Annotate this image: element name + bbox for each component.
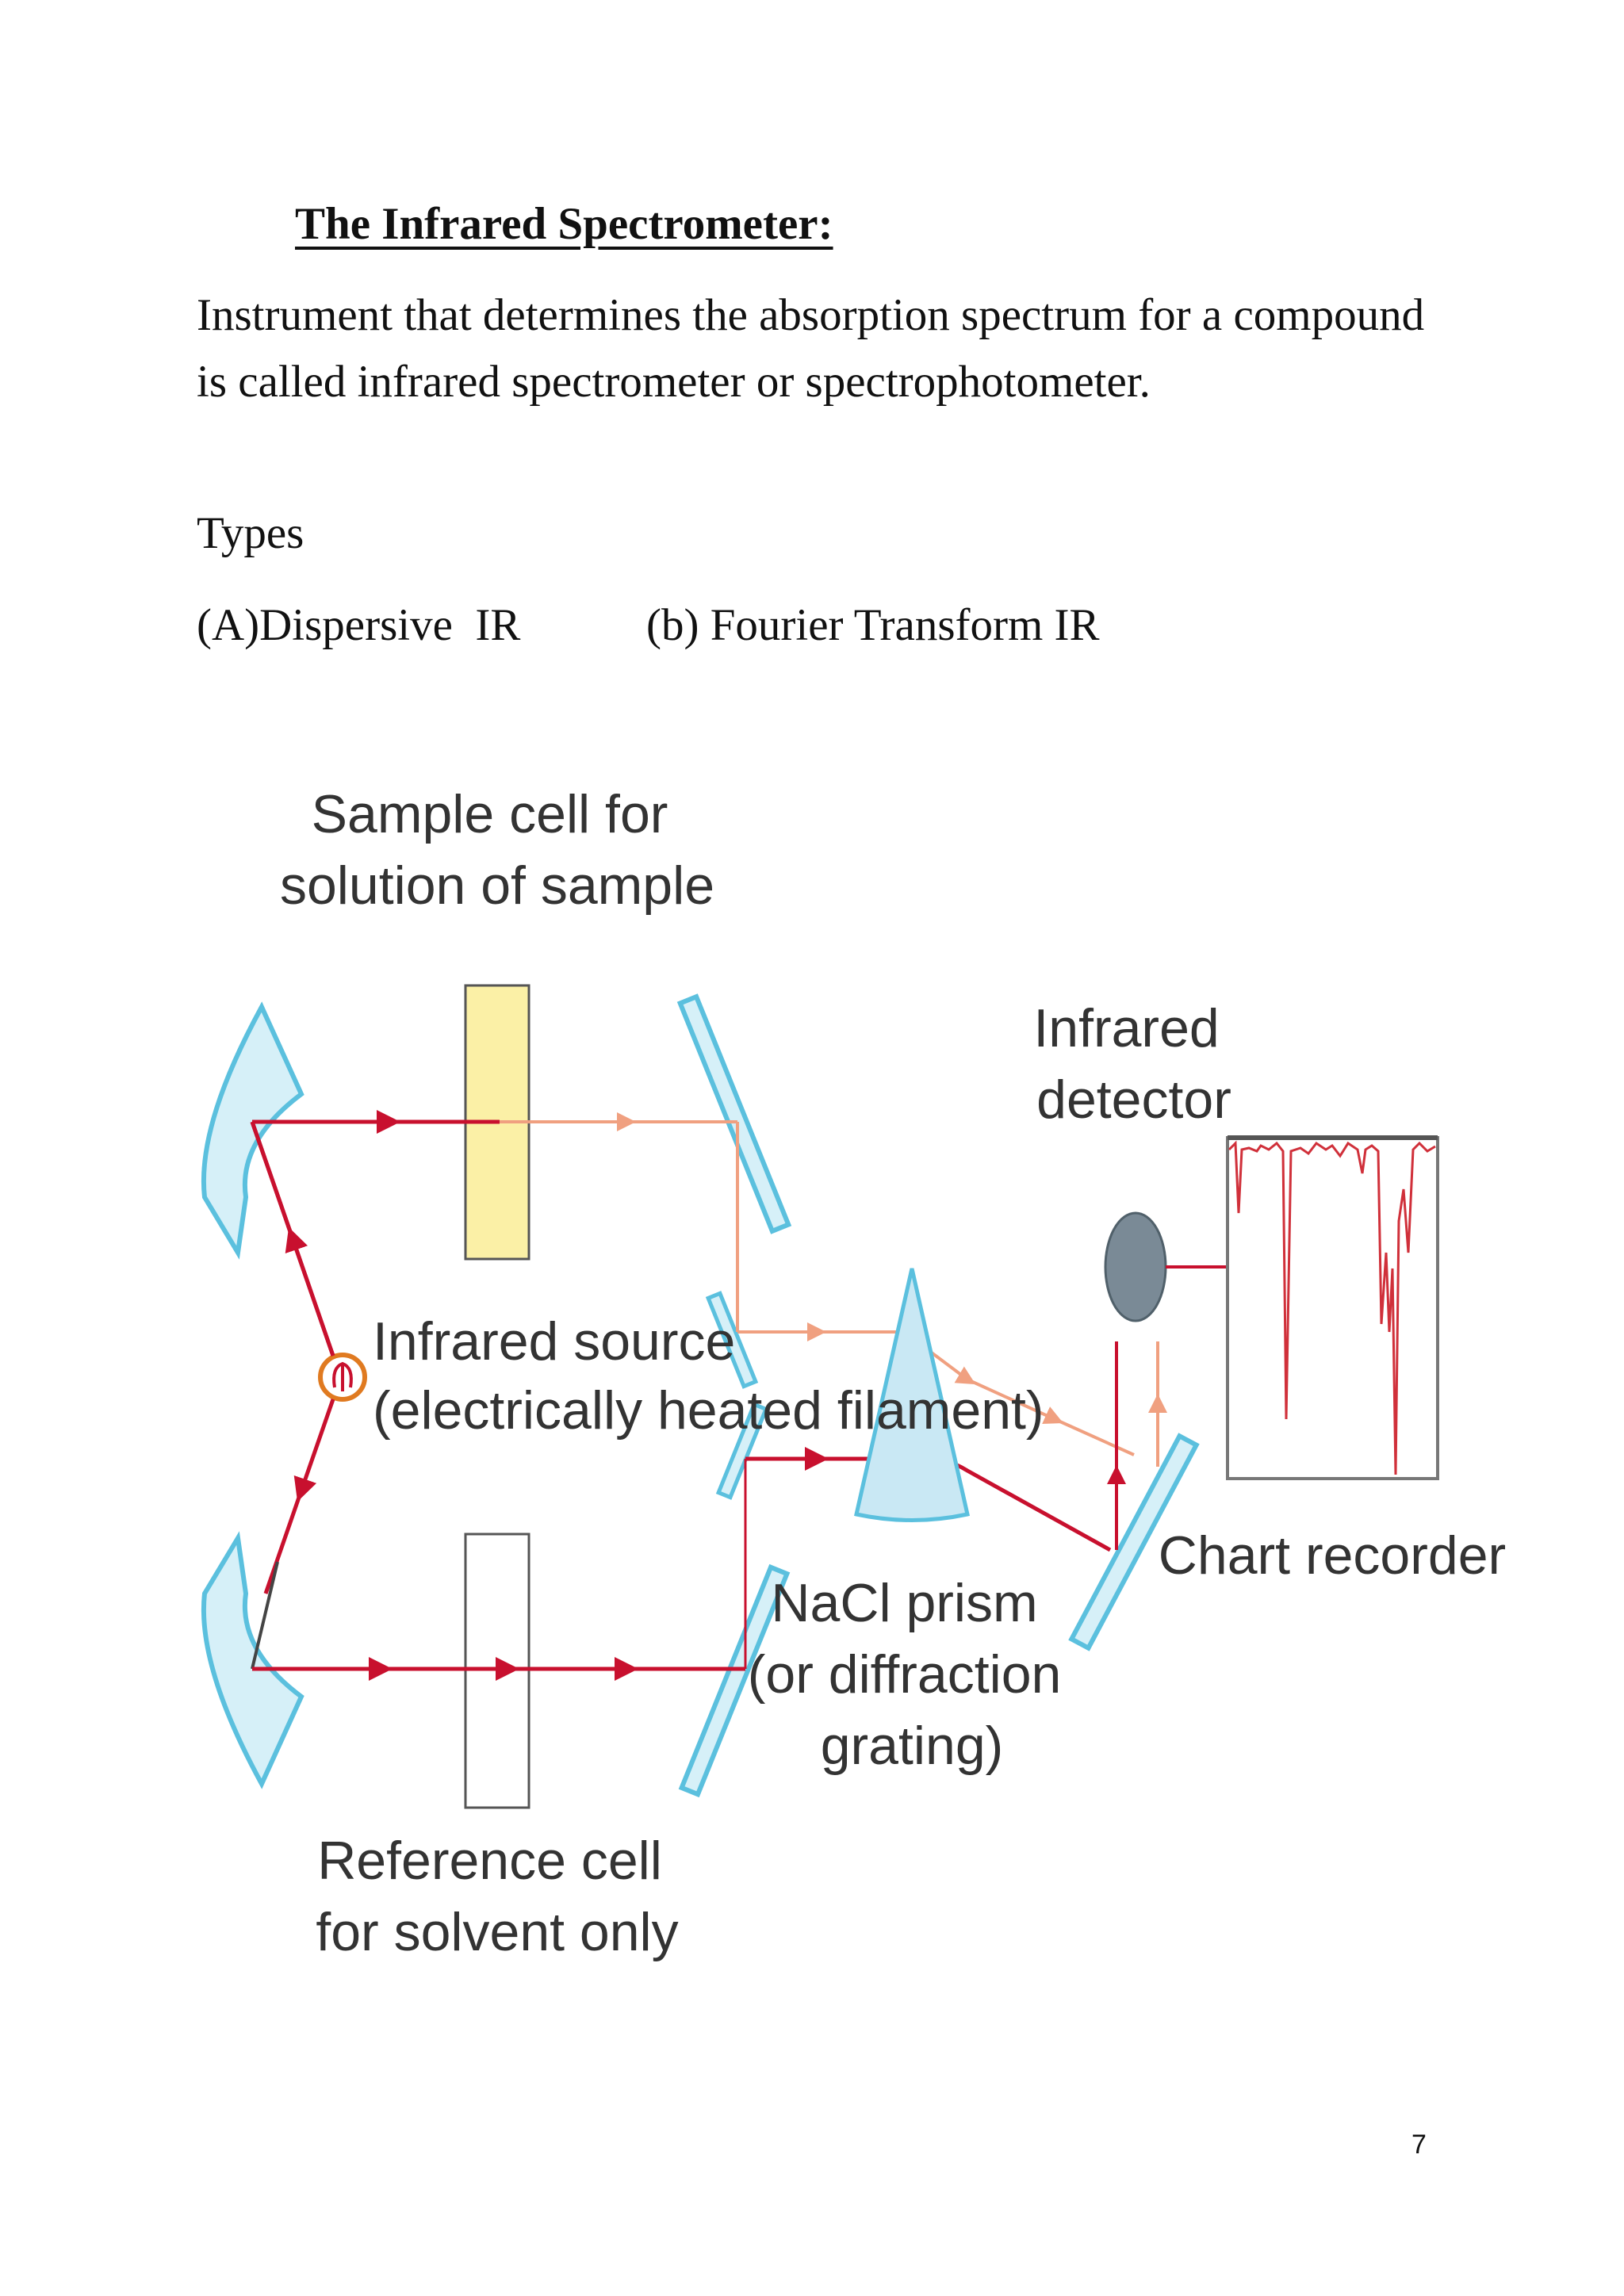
reference-cell-label: Reference cell for solvent only xyxy=(316,1831,679,1962)
sample-cell-label: Sample cell for solution of sample xyxy=(279,784,715,916)
types-label: Types xyxy=(197,508,304,558)
type-dispersive-ir: (A)Dispersive IR xyxy=(197,600,521,650)
page-number: 7 xyxy=(1411,2130,1427,2160)
top-plane-mirror xyxy=(680,997,789,1231)
chart-recorder xyxy=(1228,1138,1438,1479)
intro-paragraph: Instrument that determines the absorption spectrum for a compound is called infrared spectrometer or spectrophotometer. xyxy=(197,290,1425,407)
chart-recorder-label: Chart recorder xyxy=(1158,1525,1507,1586)
type-ftir: (b) Fourier Transform IR xyxy=(646,600,1100,650)
ir-spectrometer-diagram xyxy=(0,777,1624,2045)
infrared-source-label: Infrared source (electrically heated filament) xyxy=(373,1311,1044,1441)
page-heading: The Infrared Spectrometer: xyxy=(295,199,833,249)
prism-label: NaCl prism (or diffraction grating) xyxy=(747,1573,1062,1776)
infrared-detector xyxy=(1105,1213,1166,1321)
detector-label: Infrared detector xyxy=(1033,998,1231,1130)
